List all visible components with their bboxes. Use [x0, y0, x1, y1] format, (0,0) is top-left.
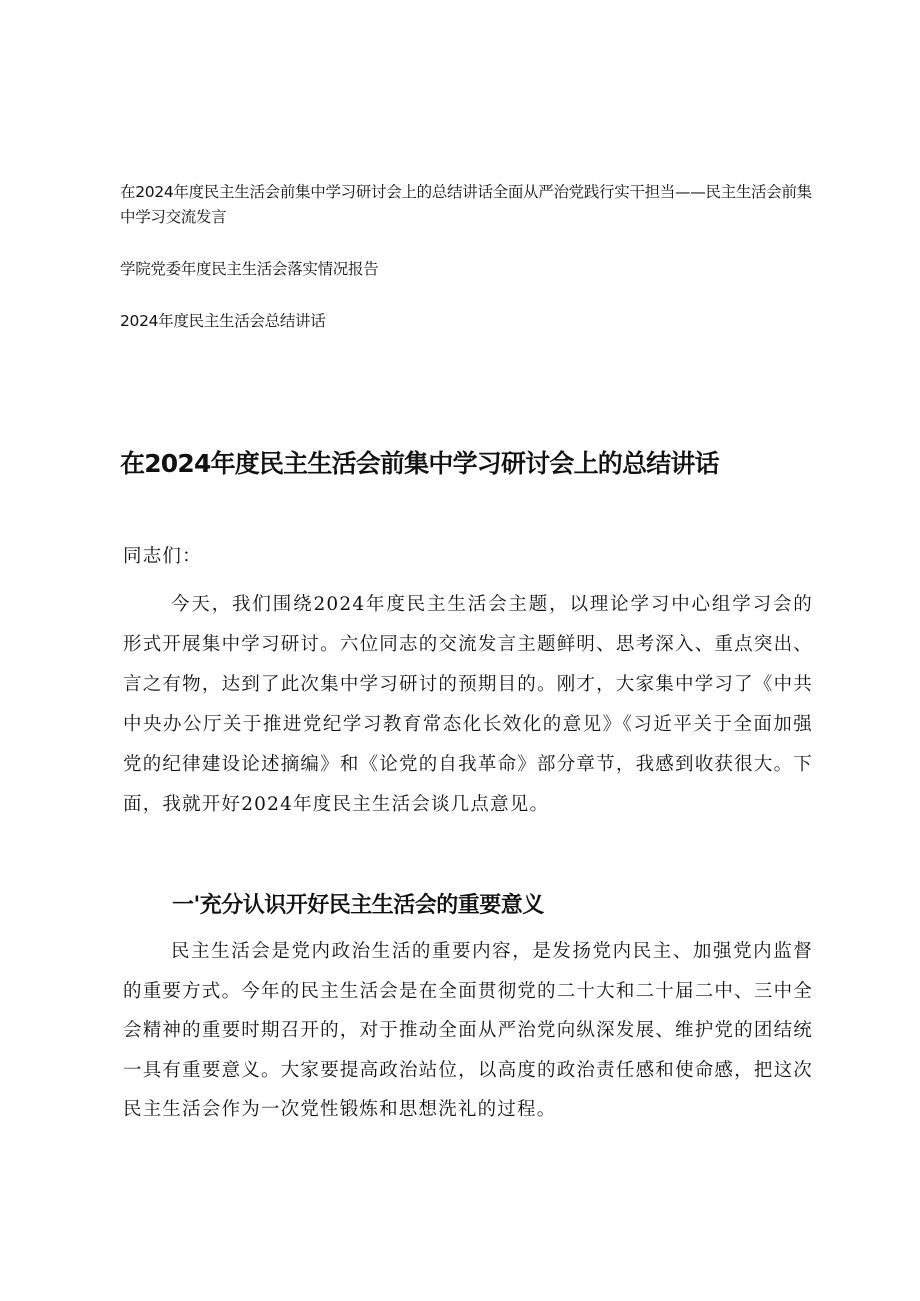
paragraph-1: 今天，我们围绕2024年度民主生活会主题，以理论学习中心组学习会的形式开展集中学习研讨。六位同志的交流发言主题鲜明、思考深入、重点突出、言之有物，达到了此次集中学习研讨的预期目的。刚才，大家集中学习了《中共中央办公厅关于推进党纪学习教育常态化长效化的意见》《习近平关于全面加强党的纪律建设论述摘编》和《论党的自我革命》部分章节，我感到收获很大。下面，我就开好2024年度民主生活会谈几点意见。	[123, 594, 813, 815]
paragraph-2: 民主生活会是党内政治生活的重要内容，是发扬党内民主、加强党内监督的重要方式。今年的民主生活会是在全面贯彻党的二十大和二十届二中、三中全会精神的重要时期召开的，对于推动全面从严治党向纵深发展、维护党的团结统一具有重要意义。大家要提高政治站位，以高度的政治责任感和使命感，把这次民主生活会作为一次党性锻炼和思想洗礼的过程。	[123, 941, 813, 1120]
section-1-heading: 一'充分认识开好民主生活会的重要意义	[172, 893, 544, 918]
toc-item-2[interactable]: 学院党委年度民主生活会落实情况报告	[120, 260, 379, 278]
document-title: 在2024年度民主生活会前集中学习研讨会上的总结讲话	[120, 449, 719, 478]
toc-item-1[interactable]: 在2024年度民主生活会前集中学习研讨会上的总结讲话全面从严治党践行实干担当——民主生活会前集中学习交流发言	[120, 183, 812, 226]
table-of-contents	[120, 180, 820, 334]
toc-item-3[interactable]: 2024年度民主生活会总结讲话	[120, 312, 326, 330]
salutation: 同志们：	[123, 546, 202, 567]
